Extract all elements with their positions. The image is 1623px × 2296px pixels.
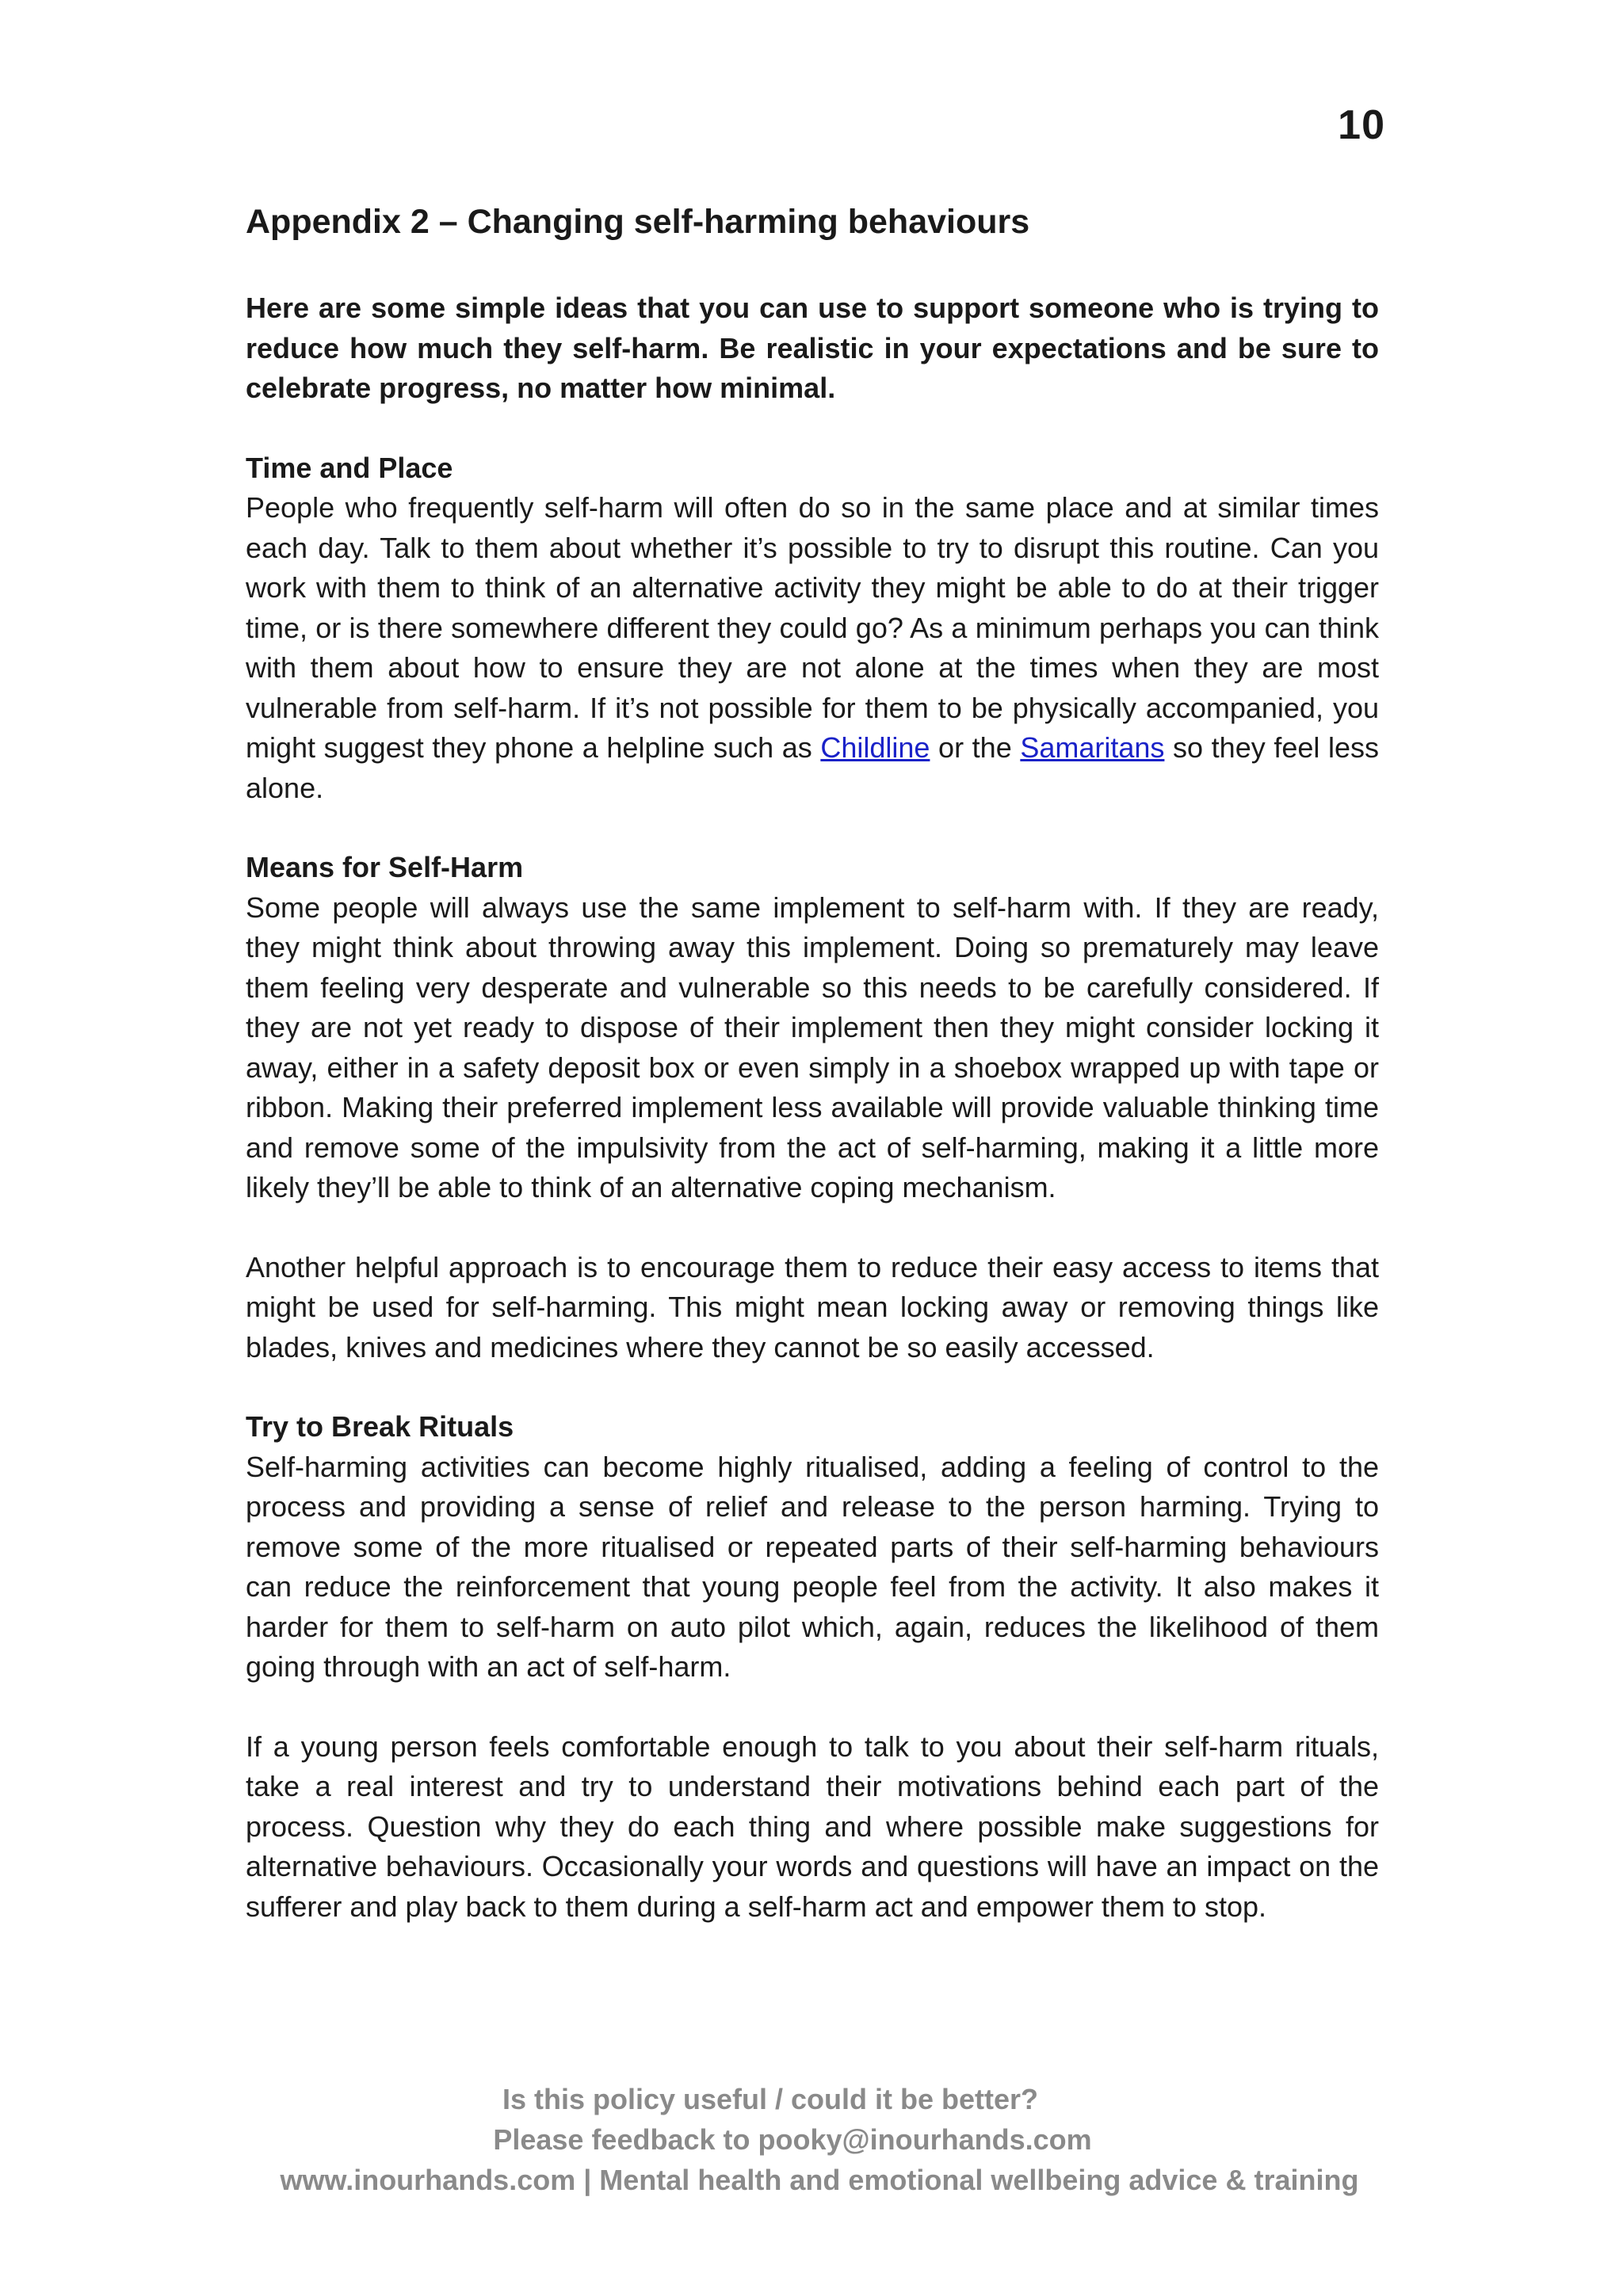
paragraph-text: People who frequently self-harm will often do so in the same place and at similar times each day. Talk to them about whether it’s possible to try to disrupt this routine. Can you work with them to think of an alternative activity they might be able to do at their trigger time, or is there somewhere different they could go? As a minimum perhaps you can think with them about how to ensure they are not alone at the times when they are most vulnerable from self-harm. If it’s not possible for them to be physically accompanied, you might suggest they phone a helpline such as bbox=[246, 491, 1379, 764]
means-paragraph-1: Some people will always use the same implement to self-harm with. If they are ready, they might think about throwing away this implement. Doing so prematurely may leave them feeling very desperate and vulnerable so this needs to be carefully considered. If they are not yet ready to dispose of their implement then they might consider locking it away, either in a safety deposit box or even simply in a shoebox wrapped up with tape or ribbon. Making their preferred implement less available will provide valuable thinking time and remove some of the impulsivity from the act of self-harming, making it a little more likely they’ll be able to think of an alternative coping mechanism. bbox=[246, 891, 1379, 1203]
document-body bbox=[246, 198, 1379, 1966]
appendix-title: Appendix 2 – Changing self-harming behaviours bbox=[246, 203, 1030, 241]
section-means-for-self-harm bbox=[246, 848, 1379, 1367]
page-footer bbox=[0, 2079, 1623, 2200]
footer-website-tagline: www.inourhands.com | Mental health and emotional wellbeing advice & training bbox=[280, 2164, 1359, 2196]
rituals-paragraph-2: If a young person feels comfortable enough to talk to you about their self-harm rituals, take a real interest and try to understand their motivations behind each part of the process. Question why they do each thing and where possible make suggestions for alternative behaviours. Occasionally your words and questions will have an impact on the sufferer and play back to them during a self-harm act and empower them to stop. bbox=[246, 1730, 1379, 1923]
samaritans-link[interactable]: Samaritans bbox=[1020, 731, 1165, 764]
intro-paragraph: Here are some simple ideas that you can use to support someone who is trying to reduce how much they self-harm. Be realistic in your expectations and be sure to celebrate progress, no matter how minimal. bbox=[246, 292, 1379, 404]
footer-feedback-email: Please feedback to pooky@inourhands.com bbox=[493, 2123, 1092, 2156]
section-time-and-place bbox=[246, 448, 1379, 809]
rituals-paragraph-1: Self-harming activities can become highly ritualised, adding a feeling of control to the process and providing a sense of relief and release to the person harming. Trying to remove some of the more ritualised or repeated parts of their self-harming behaviours can reduce the reinforcement that young people feel from the activity. It also makes it harder for them to self-harm on auto pilot which, again, reduces the likelihood of them going through with an act of self-harm. bbox=[246, 1450, 1379, 1683]
paragraph-text: so they feel less alone. bbox=[246, 731, 1380, 804]
section-break-rituals bbox=[246, 1407, 1379, 1927]
means-paragraph-2: Another helpful approach is to encourage them to reduce their easy access to items that might be used for self-harming. This might mean locking away or removing things like blades, knives and medicines where they cannot be so easily accessed. bbox=[246, 1250, 1379, 1363]
paragraph-text: or the bbox=[930, 731, 1021, 764]
section-heading-means-for-self-harm: Means for Self-Harm bbox=[246, 851, 524, 883]
childline-link[interactable]: Childline bbox=[820, 731, 930, 764]
section-heading-break-rituals: Try to Break Rituals bbox=[246, 1410, 514, 1443]
page-number: 10 bbox=[1338, 102, 1385, 148]
time-and-place-paragraph bbox=[246, 488, 1379, 808]
footer-feedback-question: Is this policy useful / could it be better? bbox=[502, 2083, 1039, 2115]
section-heading-time-and-place: Time and Place bbox=[246, 451, 453, 484]
